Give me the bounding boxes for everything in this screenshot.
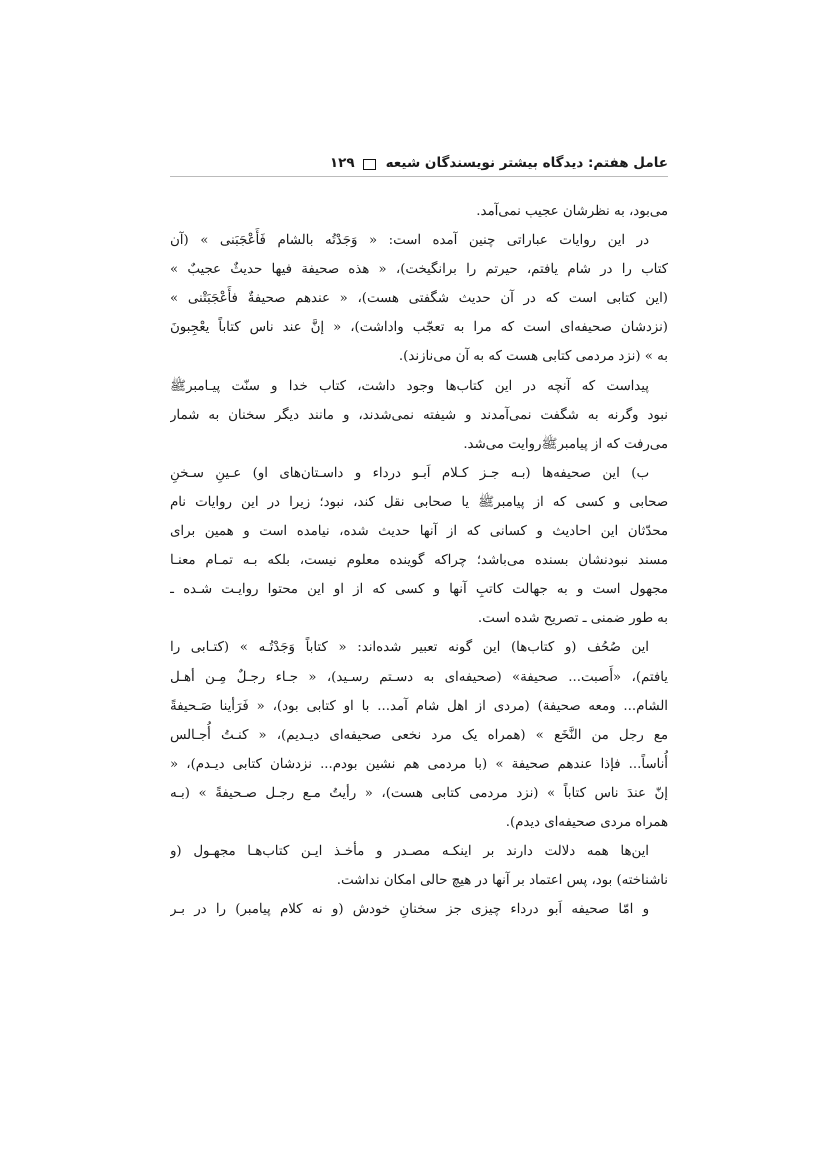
chapter-title: عامل هفتم: دیدگاه بیشتر نویسندگان شیعه <box>385 155 668 171</box>
text-line: نبود وگرنه به شگفت نمی‌آمدند و شیفته نمی‌شدند، و مانند دیگر سخنان به شمار <box>170 407 668 423</box>
text-line: یافتم)، «أَصبت... صحیفة» (صحیفه‌ای به دسـتم رسـید)، « جـاء رجـلٌ مِـن أهـل <box>170 669 668 685</box>
text-line: ناشناخته) بود، پس اعتماد بر آنها در هیچ حالی امکان نداشت. <box>336 873 668 889</box>
text-line: (نزدشان صحیفه‌ای است که مرا به تعجّب واداشت)، « إنَّ عند ناس کتاباً یعْجِبونَ <box>170 320 668 336</box>
page-number: ۱۲۹ <box>329 155 355 171</box>
text-line: محدّثان این احادیث و کسانی که از آنها حدیث شده، نیامده است و همین برای <box>170 524 668 540</box>
square-icon <box>363 159 376 170</box>
text-line: همراه مردی صحیفه‌ای دیدم). <box>505 814 668 830</box>
text-line: این صُحُف (و کتاب‌ها) این گونه تعبیر شده‌اند: « کتاباً وَجَدْتُـه » (کتـابی را <box>170 640 649 656</box>
text-line: مع رجل من النَّخَع » (همراه یک مرد نخعی صحیفه‌ای دیـدیم)، « کنـتُ أُجـالس <box>170 727 668 743</box>
text-line: الشام... ومعه صحیفة) (مردی از اهل شام آمد... با او کتابی بود)، « فَرَأینا صَـحیفةً <box>170 698 668 714</box>
text-line: إنّ عندَ ناس کتاباً » (نزد مردمی کتابی هست)، « رأیتُ مـع رجـل صـحیفةً » (بـه <box>170 785 668 801</box>
paragraph-7 <box>170 895 668 924</box>
text-line: به » (نزد مردمی کتابی هست که به آن می‌نازند). <box>398 349 668 365</box>
running-header <box>170 150 668 177</box>
paragraph-3 <box>170 372 668 459</box>
text-line: صحابی و کسی که از پیامبرﷺ یا صحابی نقل کند، نبود؛ زیرا در این روایات نام <box>170 494 668 510</box>
text-line: ب) این صحیفه‌ها (بـه جـز کـلام اَبـو درداء و داسـتان‌های او) عـینِ سـخنِ <box>170 465 649 481</box>
text-line: در این روایات عباراتی چنین آمده است: « وَجَدْتُه بالشام فَأَعْجَبَنی » (آن <box>170 233 649 249</box>
paragraph-6 <box>170 837 668 895</box>
paragraph-2 <box>170 226 668 371</box>
paragraph-5 <box>170 633 668 837</box>
text-line: می‌بود، به نظرشان عجیب نمی‌آمد. <box>476 204 668 219</box>
text-line: مسند نبودنشان بسنده می‌باشد؛ چراکه گوینده معلوم نیست، بلکه بـه تمـام معنـا <box>170 553 668 569</box>
text-line: می‌رفت که از پیامبرﷺروایت می‌شد. <box>463 436 668 452</box>
text-line: به طور ضمنی ـ تصریح شده است. <box>477 611 668 627</box>
text-line: أُناساً... فإذا عندهم صحیفة » (با مردمی هم نشین بودم... نزدشان کتابی دیـدم)، « <box>170 756 668 772</box>
text-line: مجهول است و به جهالت کاتبِ آنها و کسی که از او این محتوا روایـت شـده ـ <box>170 582 668 598</box>
text-line: این‌ها همه دلالت دارند بر اینکـه مصـدر و مأخـذ ایـن کتاب‌هـا مجهـول (و <box>170 844 649 860</box>
paragraph-1 <box>170 197 668 226</box>
text-line: و امّا صحیفه اَبو درداء چیزی جز سخنانِ خودش (و نه کلام پیامبر) را در بـر <box>170 902 649 918</box>
document-page <box>170 150 668 924</box>
text-line: کتاب را در شام یافتم، حیرتم را برانگیخت)، « هذه صحیفة فیها حدیثٌ عجیبٌ » <box>170 262 668 278</box>
paragraph-4 <box>170 459 668 634</box>
text-line: پیداست که آنچه در این کتاب‌ها وجود داشت، کتاب خدا و سنّت پیـامبرﷺ <box>170 378 649 394</box>
text-line: (این کتابی است که در آن حدیث شگفتی هست)، « عندهم صحیفةٌ فأَعْجَبَتْنی » <box>170 291 668 307</box>
